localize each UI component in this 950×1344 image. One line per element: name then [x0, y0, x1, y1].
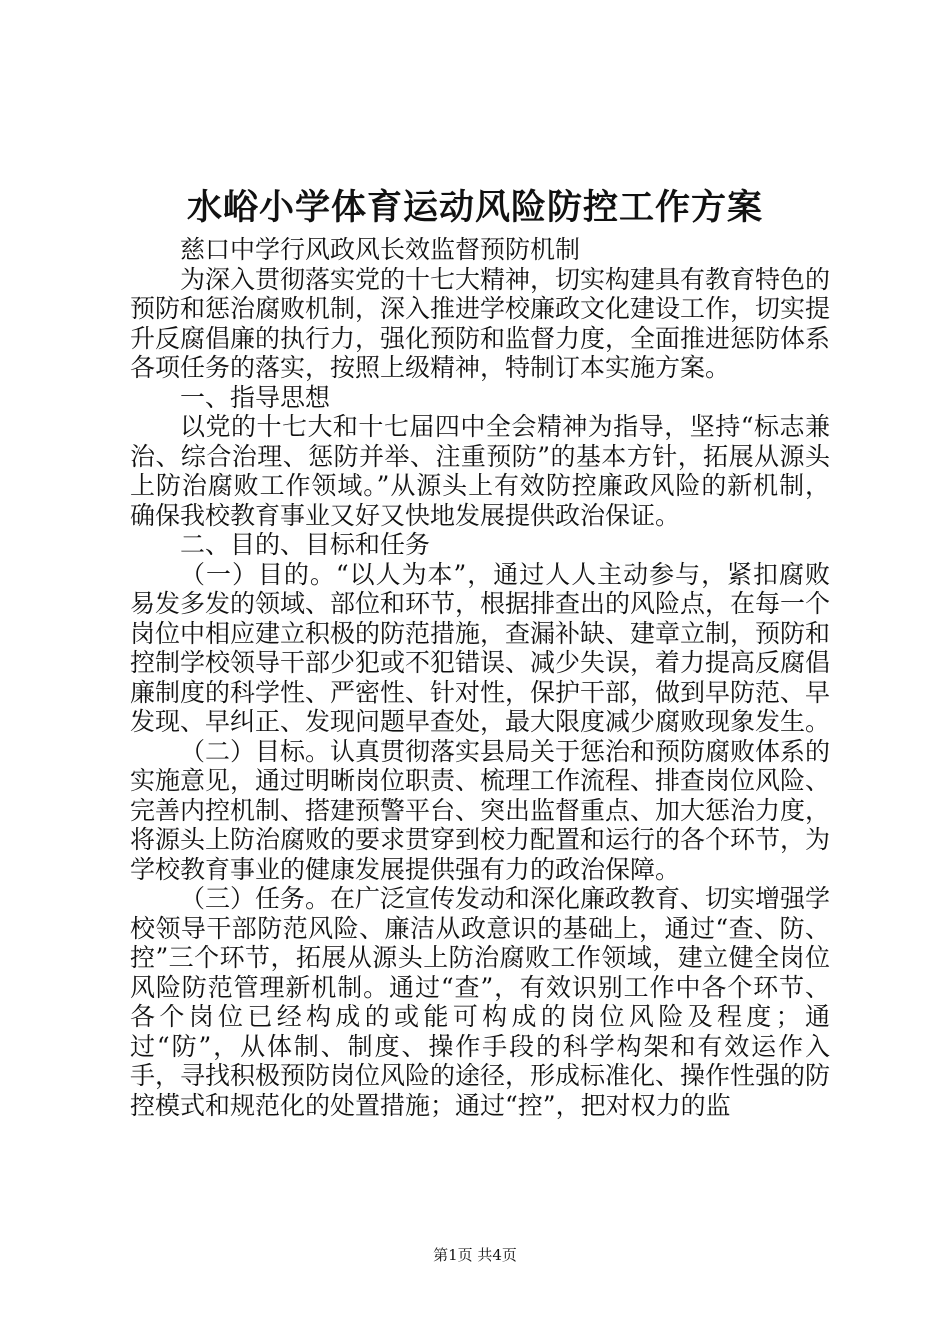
document-subtitle: 慈口中学行风政风长效监督预防机制 [180, 235, 581, 264]
section-heading-purpose-goals-tasks: 二、目的、目标和任务 [180, 530, 431, 559]
paragraph-tasks: （三）任务。在广泛宣传发动和深化廉政教育、切实增强学校领导干部防范风险、廉洁从政意识的基础上，通过“查、防、控”三个环节，拓展从源头上防治腐败工作领域，建立健全岗位风险防范管理新机制。通过“查”，有效识别工作中各个环节、各个岗位已经构成的或能可构成的岗位风险及程度；通过“防”，从体制、制度、操作手段的科学构架和有效运作入手，寻找积极预防岗位风险的途径，形成标准化、操作性强的防控模式和规范化的处置措施；通过“控”，把对权力的监 [130, 884, 831, 1120]
page-title: 水峪小学体育运动风险防控工作方案 [186, 188, 763, 228]
section-heading-guiding-ideology: 一、指导思想 [180, 382, 331, 412]
document-body [130, 235, 830, 1120]
page-number: 第1页 共4页 [433, 1246, 517, 1264]
paragraph-goals: （二）目标。认真贯彻落实县局关于惩治和预防腐败体系的实施意见，通过明晰岗位职责、梳理工作流程、排查岗位风险、完善内控机制、搭建预警平台、突出监督重点、加大惩治力度，将源头上防治腐败的要求贯穿到校力配置和运行的各个环节，为学校教育事业的健康发展提供强有力的政治保障。 [130, 736, 831, 884]
paragraph-guiding-ideology: 以党的十七大和十七届四中全会精神为指导，坚持“标志兼治、综合治理、惩防并举、注重预防”的基本方针，拓展从源头上防治腐败工作领域。”从源头上有效防控廉政风险的新机制，确保我校教育事业又好又快地发展提供政治保证。 [130, 412, 830, 530]
paragraph-intro: 为深入贯彻落实党的十七大精神，切实构建具有教育特色的预防和惩治腐败机制，深入推进学校廉政文化建设工作，切实提升反腐倡廉的执行力，强化预防和监督力度，全面推进惩防体系各项任务的落实，按照上级精神，特制订本实施方案。 [130, 264, 831, 382]
paragraph-purpose: （一）目的。“以人为本”，通过人人主动参与，紧扣腐败易发多发的领域、部位和环节，根据排查出的风险点，在每一个岗位中相应建立积极的防范措施，查漏补缺、建章立制，预防和控制学校领导干部少犯或不犯错误、减少失误，着力提高反腐倡廉制度的科学性、严密性、针对性，保护干部，做到早防范、早发现、早纠正、发现问题早查处，最大限度减少腐败现象发生。 [130, 559, 831, 736]
